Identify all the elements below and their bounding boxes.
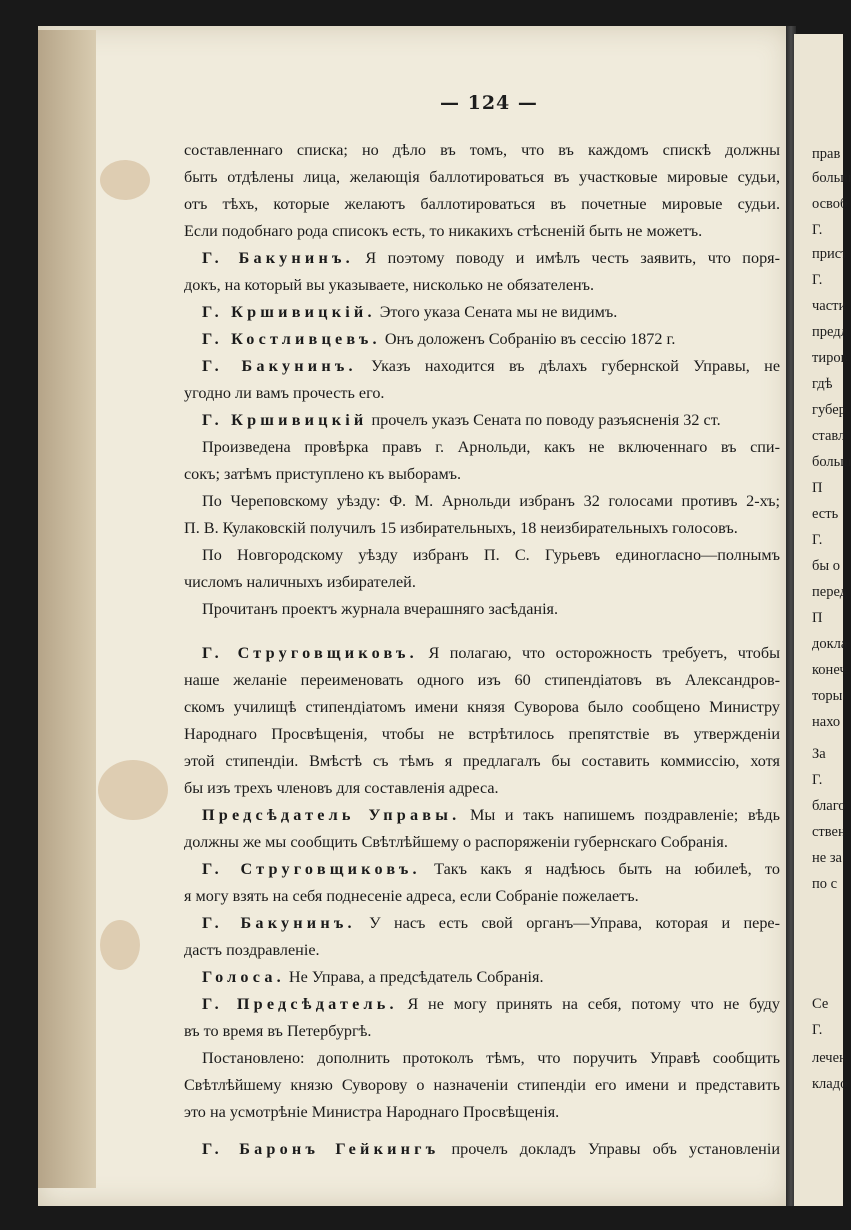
right-page-fragment: П xyxy=(812,610,823,626)
paragraph xyxy=(184,910,780,964)
text-line xyxy=(184,380,780,407)
text-line xyxy=(184,245,780,272)
foxing-stain xyxy=(98,760,168,820)
right-page-fragment: докла xyxy=(812,636,848,652)
speaker-name: Г. Кршивицкій xyxy=(202,411,368,429)
right-page-fragment: нахо xyxy=(812,714,841,730)
right-page-fragment: благо xyxy=(812,798,846,814)
line-text: сокъ; затѣмъ приступлено къ выборамъ. xyxy=(184,465,462,483)
line-text: Мы и такъ напишемъ поздравленіе; вѣдь xyxy=(469,806,780,824)
right-page-fragment: кладо xyxy=(812,1076,848,1092)
line-text: этой стипендіи. Вмѣстѣ съ тѣмъ я предлагалъ бы составить коммиссію, хотя xyxy=(184,752,780,770)
paragraph-gap xyxy=(184,1126,780,1136)
text-line xyxy=(184,353,780,380)
line-text: докъ, на который вы указываете, нисколько не обязателенъ. xyxy=(184,276,595,294)
paragraph xyxy=(184,137,780,245)
line-text: числомъ наличныхъ избирателей. xyxy=(184,573,416,591)
right-page-fragment: тиров xyxy=(812,350,848,366)
line-text: Я не могу принять на себя, потому что не буду xyxy=(407,995,781,1013)
line-text: У насъ есть свой органъ—Управа, которая и пере- xyxy=(369,914,780,932)
text-line xyxy=(184,299,780,326)
paragraph xyxy=(184,1045,780,1126)
text-line xyxy=(184,191,780,218)
right-page-fragment: лечен xyxy=(812,1050,847,1066)
line-text: должны же мы сообщить Свѣтлѣйшему о распоряженіи губернскаго Собранія. xyxy=(184,833,728,851)
paragraph xyxy=(184,596,780,623)
paragraph xyxy=(184,299,780,326)
text-line xyxy=(184,748,780,775)
paragraph xyxy=(184,856,780,910)
right-page-fragment: бы о xyxy=(812,558,840,574)
text-line xyxy=(184,910,780,937)
line-text: я могу взять на себя поднесеніе адреса, если Собраніе пожелаетъ. xyxy=(184,887,639,905)
paragraph xyxy=(184,991,780,1045)
text-line xyxy=(184,164,780,191)
line-text: Такъ какъ я надѣюсь быть на юбилеѣ, то xyxy=(434,860,780,878)
right-page-fragment: Г. xyxy=(812,1022,823,1038)
speaker-name: Г. Бакунинъ. xyxy=(202,357,357,375)
text-line xyxy=(184,856,780,883)
right-page-fragment: ствен xyxy=(812,824,846,840)
speaker-name: Г. Струговщиковъ. xyxy=(202,644,418,662)
text-line xyxy=(184,667,780,694)
line-text: угодно ли вамъ прочесть его. xyxy=(184,384,385,402)
paragraph xyxy=(184,964,780,991)
paragraph xyxy=(184,542,780,596)
right-page-fragment: губер xyxy=(812,402,846,418)
paragraph xyxy=(184,245,780,299)
text-line xyxy=(184,991,780,1018)
text-line xyxy=(184,596,780,623)
text-line xyxy=(184,542,780,569)
foxing-stain xyxy=(100,920,140,970)
line-text: Произведена провѣрка правъ г. Арнольди, какъ не включеннаго въ спи- xyxy=(202,438,780,456)
paragraph xyxy=(184,488,780,542)
line-text: По Череповскому уѣзду: Ф. М. Арнольди избранъ 32 голосами противъ 2-хъ; xyxy=(202,492,780,510)
right-page-fragment: есть xyxy=(812,506,839,522)
right-page-fragment: перед xyxy=(812,584,848,600)
line-text: быть отдѣлены лица, желающія баллотироваться въ участковые мировые судьи, xyxy=(184,168,780,186)
speaker-name: Г. Баронъ Гейкингъ xyxy=(202,1140,440,1158)
line-text: Я поэтому поводу и имѣлъ честь заявить, что поря- xyxy=(365,249,780,267)
line-text: дастъ поздравленіе. xyxy=(184,941,320,959)
line-text: бы изъ трехъ членовъ для составленія адреса. xyxy=(184,779,499,797)
right-page-fragment: Г. xyxy=(812,272,823,288)
line-text: Не Управа, а предсѣдатель Собранія. xyxy=(288,968,544,986)
right-page-text xyxy=(812,146,851,1106)
text-line xyxy=(184,883,780,910)
text-line xyxy=(184,1099,780,1126)
paragraph xyxy=(184,802,780,856)
text-line xyxy=(184,640,780,667)
text-line xyxy=(184,272,780,299)
paragraph xyxy=(184,353,780,407)
page-body-text xyxy=(184,137,780,1163)
text-line xyxy=(184,1136,780,1163)
right-page-fragment: не за xyxy=(812,850,842,866)
right-page-fragment: больш xyxy=(812,170,851,186)
text-line xyxy=(184,937,780,964)
speaker-name: Г. Кршивицкій. xyxy=(202,303,376,321)
text-line xyxy=(184,1072,780,1099)
line-text: П. В. Кулаковскій получилъ 15 избирательныхъ, 18 неизбирательныхъ голосовъ. xyxy=(184,519,738,537)
right-page-fragment: гдѣ xyxy=(812,376,833,392)
text-line xyxy=(184,569,780,596)
right-page-fragment: по с xyxy=(812,876,838,892)
right-page-fragment: больш xyxy=(812,454,851,470)
right-page-fragment: За xyxy=(812,746,826,762)
right-page-fragment: П xyxy=(812,480,823,496)
right-page-fragment: ставл xyxy=(812,428,846,444)
paragraph xyxy=(184,1136,780,1163)
right-page-fragment: Се xyxy=(812,996,829,1012)
right-page-fragment: торы xyxy=(812,688,843,704)
speaker-name: Г. Бакунинъ. xyxy=(202,914,356,932)
line-text: Если подобнаго рода списокъ есть, то никакихъ стѣсненій быть не можетъ. xyxy=(184,222,703,240)
text-line xyxy=(184,829,780,856)
line-text: Народнаго Просвѣщенія, чтобы не встрѣтилось препятствіе въ утвержденіи xyxy=(184,725,780,743)
right-page-fragment: Г. xyxy=(812,772,823,788)
line-text: Постановлено: дополнить протоколъ тѣмъ, что поручить Управѣ сообщить xyxy=(202,1049,780,1067)
right-page-fragment: конеч xyxy=(812,662,847,678)
paragraph xyxy=(184,326,780,353)
paragraph xyxy=(184,640,780,802)
line-text: По Новгородскому уѣзду избранъ П. С. Гурьевъ единогласно—полнымъ xyxy=(202,546,780,564)
text-line xyxy=(184,775,780,802)
text-line xyxy=(184,434,780,461)
text-line xyxy=(184,326,780,353)
speaker-name: Голоса. xyxy=(202,968,285,986)
speaker-name: Г. Предсѣдатель. xyxy=(202,995,398,1013)
right-page-fragment: Г. xyxy=(812,532,823,548)
paragraph xyxy=(184,434,780,488)
line-text: это на усмотрѣніе Министра Народнаго Просвѣщенія. xyxy=(184,1103,560,1121)
text-line xyxy=(184,802,780,829)
text-line xyxy=(184,461,780,488)
text-line xyxy=(184,1018,780,1045)
paragraph xyxy=(184,407,780,434)
line-text: отъ тѣхъ, которые желаютъ баллотироваться въ почетные мировые судьи. xyxy=(184,195,780,213)
page-number: — 124 — xyxy=(440,92,538,114)
text-line xyxy=(184,515,780,542)
line-text: Онъ доложенъ Собранію въ сессію 1872 г. xyxy=(384,330,676,348)
speaker-name: Г. Костливцевъ. xyxy=(202,330,381,348)
right-page-fragment: прист xyxy=(812,246,848,262)
speaker-name: Г. Струговщиковъ. xyxy=(202,860,421,878)
line-text: Свѣтлѣйшему князю Суворову о назначеніи стипендіи его имени и представить xyxy=(184,1076,780,1094)
line-text: Указъ находится въ дѣлахъ губернской Управы, не xyxy=(371,357,781,375)
page-edge-discoloration xyxy=(38,30,96,1188)
line-text: скомъ училищѣ стипендіатомъ имени князя Суворова было сообщено Министру xyxy=(184,698,780,716)
text-line xyxy=(184,1045,780,1072)
text-line xyxy=(184,407,780,434)
text-line xyxy=(184,218,780,245)
line-text: въ то время въ Петербургѣ. xyxy=(184,1022,372,1040)
line-text: наше желаніе переименовать одного изъ 60 стипендіатовъ въ Александров- xyxy=(184,671,780,689)
text-line xyxy=(184,721,780,748)
line-text: Я полагаю, что осторожность требуетъ, чтобы xyxy=(428,644,780,662)
line-text: прочелъ указъ Сената по поводу разъясненія 32 ст. xyxy=(371,411,721,429)
line-text: Прочитанъ проектъ журнала вчерашняго засѣданія. xyxy=(202,600,559,618)
foxing-stain xyxy=(100,160,150,200)
line-text: Этого указа Сената мы не видимъ. xyxy=(379,303,618,321)
speaker-name: Предсѣдатель Управы. xyxy=(202,806,461,824)
text-line xyxy=(184,488,780,515)
right-page-fragment: предл xyxy=(812,324,848,340)
text-line xyxy=(184,694,780,721)
line-text: прочелъ докладъ Управы объ установленіи xyxy=(451,1140,781,1158)
text-line xyxy=(184,964,780,991)
speaker-name: Г. Бакунинъ. xyxy=(202,249,354,267)
right-page-fragment: прав xyxy=(812,146,841,162)
right-page-fragment: Г. xyxy=(812,222,823,238)
line-text: составленнаго списка; но дѣло въ томъ, что въ каждомъ спискѣ должны xyxy=(184,141,780,159)
right-page-fragment: части xyxy=(812,298,847,314)
right-page-fragment: освоб xyxy=(812,196,848,212)
paragraph-gap xyxy=(184,623,780,640)
text-line xyxy=(184,137,780,164)
